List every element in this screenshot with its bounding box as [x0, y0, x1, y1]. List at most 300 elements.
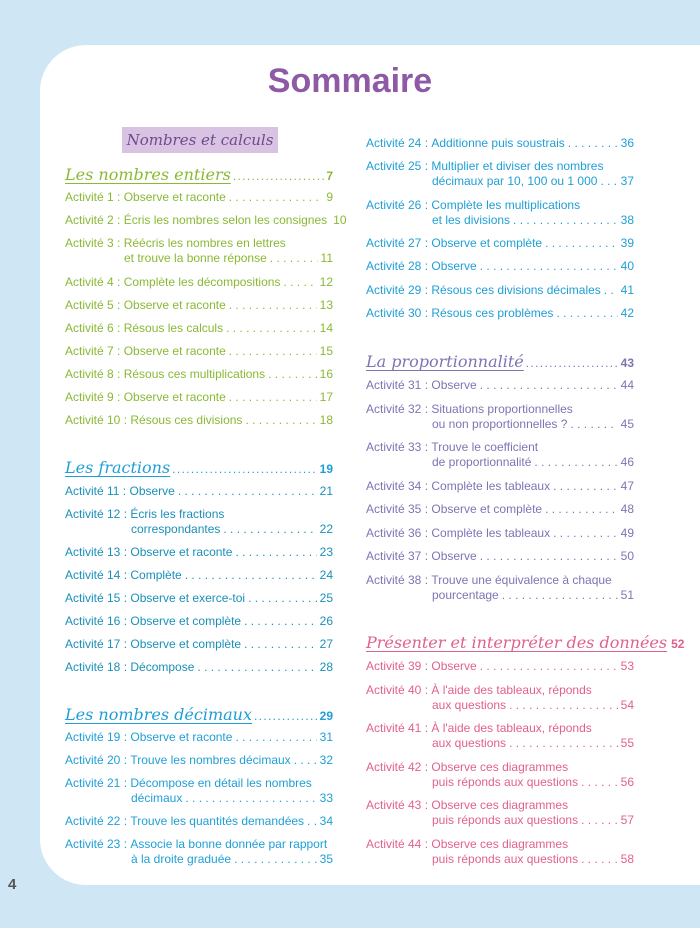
activity-entry[interactable]	[366, 236, 634, 251]
activity-entry[interactable]	[366, 502, 634, 517]
activity-title: À l'aide des tableaux, réponds	[431, 721, 592, 735]
activity-title-cont: décimaux	[131, 791, 183, 805]
activity-page: 11	[320, 251, 333, 265]
activity-line	[65, 236, 333, 251]
activity-page: 58	[620, 852, 634, 866]
activity-line	[65, 484, 333, 499]
activity-title-cont: et trouve la bonne réponse	[124, 251, 267, 265]
activity-title-cont: à la droite graduée	[131, 852, 232, 866]
activity-entry[interactable]	[366, 573, 634, 603]
activity-line	[366, 573, 634, 588]
leader-dots	[581, 775, 618, 790]
activity-label: Activité 4 :	[65, 275, 121, 289]
activity-line	[366, 526, 634, 541]
activity-page: 22	[319, 522, 333, 536]
activity-page: 38	[620, 213, 634, 227]
activity-title-cont: puis réponds aux questions	[432, 775, 579, 789]
activity-label: Activité 33 :	[366, 440, 429, 454]
leader-dots	[268, 367, 317, 382]
leader-dots	[294, 753, 317, 768]
leader-dots	[513, 213, 618, 228]
activity-page: 32	[319, 753, 333, 767]
activity-line	[65, 660, 333, 675]
activity-label: Activité 34 :	[366, 479, 429, 493]
leader-dots	[229, 298, 317, 313]
activity-title: Observe et complète	[431, 236, 543, 250]
activity-line	[366, 549, 634, 564]
activity-line	[65, 390, 333, 405]
activity-page: 35	[319, 852, 333, 866]
activity-line	[366, 798, 634, 813]
activity-label: Activité 40 :	[366, 683, 429, 697]
activity-page: 9	[326, 190, 333, 204]
activity-entry[interactable]	[65, 390, 333, 405]
activity-entry[interactable]	[366, 526, 634, 541]
activity-label: Activité 39 :	[366, 659, 429, 673]
activity-line	[65, 507, 333, 522]
activity-entry[interactable]	[65, 367, 333, 382]
activity-line	[65, 545, 333, 560]
activity-label: Activité 26 :	[366, 198, 429, 212]
activity-title: Multiplier et diviser des nombres	[431, 159, 604, 173]
leader-dots	[480, 259, 618, 274]
activity-title: Observe ces diagrammes	[431, 837, 569, 851]
activity-line	[65, 367, 333, 382]
leader-dots	[185, 791, 316, 806]
activity-page: 45	[620, 417, 634, 431]
activity-page: 46	[620, 455, 634, 469]
leader-dots	[604, 283, 618, 298]
activity-label: Activité 21 :	[65, 776, 128, 790]
activity-entry[interactable]	[366, 798, 634, 828]
activity-label: Activité 11 :	[65, 484, 127, 498]
activity-label: Activité 16 :	[65, 614, 128, 628]
activity-line	[65, 730, 333, 745]
activity-label: Activité 35 :	[366, 502, 429, 516]
activity-title-cont: de proportionnalité	[432, 455, 532, 469]
activity-page: 23	[319, 545, 333, 559]
activity-label: Activité 29 :	[366, 283, 429, 297]
activity-page: 56	[620, 775, 634, 789]
activity-entry[interactable]	[366, 306, 634, 321]
activity-label: Activité 24 :	[366, 136, 429, 150]
activity-line	[366, 588, 634, 603]
activity-entry[interactable]	[366, 259, 634, 274]
activity-entry[interactable]	[366, 440, 634, 470]
activity-entry[interactable]	[65, 753, 333, 768]
activity-title-cont: et les divisions	[432, 213, 511, 227]
activity-entry[interactable]	[366, 549, 634, 564]
activity-line	[366, 440, 634, 455]
activity-line	[366, 378, 634, 393]
activity-page: 13	[319, 298, 333, 312]
activity-label: Activité 22 :	[65, 814, 128, 828]
leader-dots	[534, 455, 617, 470]
activity-line	[65, 413, 333, 428]
activity-entry[interactable]	[366, 837, 634, 867]
activity-label: Activité 38 :	[366, 573, 429, 587]
activity-line	[65, 275, 333, 290]
activity-page: 33	[319, 791, 333, 805]
activity-line	[65, 837, 333, 852]
activity-line	[65, 568, 333, 583]
leader-dots	[245, 413, 316, 428]
activity-line	[366, 837, 634, 852]
leader-dots	[307, 814, 317, 829]
activity-title: Observe et complète	[130, 614, 242, 628]
activity-entry[interactable]	[366, 479, 634, 494]
leader-dots	[556, 306, 617, 321]
leader-dots	[229, 190, 324, 205]
activity-entry[interactable]	[65, 236, 333, 266]
leader-dots	[553, 479, 618, 494]
activity-title: Observe et exerce-toi	[130, 591, 246, 605]
activity-entry[interactable]	[65, 660, 333, 675]
section-heading[interactable]	[366, 352, 634, 370]
activity-entry[interactable]	[366, 378, 634, 393]
activity-entry[interactable]	[65, 344, 333, 359]
activity-line	[366, 402, 634, 417]
section-heading[interactable]	[65, 705, 333, 723]
section-page: 29	[319, 709, 333, 723]
leader-dots	[185, 568, 317, 583]
activity-title: Observe	[431, 259, 477, 273]
leader-dots	[283, 275, 316, 290]
activity-title: Écris les fractions	[130, 507, 225, 521]
activity-entry[interactable]	[65, 275, 333, 290]
section-page: 19	[319, 462, 333, 476]
leader-dots	[197, 660, 316, 675]
activity-page: 17	[319, 390, 333, 404]
activity-line	[65, 591, 333, 606]
activity-label: Activité 25 :	[366, 159, 429, 173]
activity-line	[366, 236, 634, 251]
leader-dots	[229, 390, 317, 405]
activity-label: Activité 23 :	[65, 837, 128, 851]
activity-title: Observe	[129, 484, 175, 498]
activity-label: Activité 32 :	[366, 402, 429, 416]
activity-line	[65, 776, 333, 791]
activity-entry[interactable]	[366, 760, 634, 790]
page-number: 4	[8, 876, 17, 893]
leader-dots	[545, 236, 618, 251]
activity-label: Activité 15 :	[65, 591, 128, 605]
activity-label: Activité 1 :	[65, 190, 121, 204]
leader-dots	[581, 852, 618, 867]
activity-title: Observe	[431, 378, 477, 392]
section-page: 52	[671, 637, 685, 651]
activity-line	[65, 190, 333, 205]
activity-title: Observe et raconte	[123, 190, 226, 204]
activity-entry[interactable]	[65, 837, 333, 867]
activity-entry[interactable]	[65, 507, 333, 537]
activity-title-cont: puis réponds aux questions	[432, 813, 579, 827]
activity-line	[366, 283, 634, 298]
activity-entry[interactable]	[65, 568, 333, 583]
activity-line	[65, 522, 333, 537]
activity-label: Activité 7 :	[65, 344, 121, 358]
leader-dots	[248, 591, 317, 606]
activity-title: Trouve les nombres décimaux	[130, 753, 291, 767]
activity-title-cont: pourcentage	[432, 588, 499, 602]
leader-dots	[545, 502, 618, 517]
activity-entry[interactable]	[366, 683, 634, 713]
activity-line	[366, 736, 634, 751]
activity-page: 41	[620, 283, 634, 297]
activity-line	[366, 479, 634, 494]
section-heading[interactable]	[65, 458, 333, 476]
activity-title: Observe ces diagrammes	[431, 760, 569, 774]
activity-page: 21	[319, 484, 333, 498]
activity-line	[65, 213, 347, 228]
activity-title-cont: décimaux par 10, 100 ou 1 000	[432, 174, 598, 188]
activity-line	[65, 321, 333, 336]
activity-entry[interactable]	[366, 283, 634, 298]
activity-entry[interactable]	[65, 730, 333, 745]
leader-dots	[223, 522, 316, 537]
activity-title-cont: correspondantes	[131, 522, 221, 536]
activity-title: Complète les multiplications	[431, 198, 581, 212]
activity-entry[interactable]	[65, 814, 333, 829]
activity-page: 12	[319, 275, 333, 289]
activity-line	[366, 775, 634, 790]
activity-line	[65, 298, 333, 313]
activity-page: 24	[319, 568, 333, 582]
leader-dots	[172, 462, 317, 476]
activity-page: 57	[620, 813, 634, 827]
activity-line	[65, 344, 333, 359]
activity-entry[interactable]	[366, 402, 634, 432]
activity-page: 51	[620, 588, 634, 602]
activity-title: Résous ces divisions	[130, 413, 243, 427]
leader-dots	[234, 852, 317, 867]
activity-page: 18	[319, 413, 333, 427]
activity-label: Activité 12 :	[65, 507, 128, 521]
leader-dots	[480, 378, 618, 393]
section-page: 7	[326, 169, 333, 183]
activity-entry[interactable]	[65, 213, 347, 228]
leader-dots	[244, 637, 317, 652]
activity-page: 44	[620, 378, 634, 392]
activity-title: Trouve les quantités demandées	[130, 814, 305, 828]
activity-title: Résous ces problèmes	[431, 306, 554, 320]
activity-line	[366, 455, 634, 470]
activity-label: Activité 9 :	[65, 390, 121, 404]
activity-label: Activité 13 :	[65, 545, 128, 559]
section-page: 43	[620, 356, 634, 370]
activity-title: Observe et raconte	[130, 545, 233, 559]
activity-line	[65, 791, 333, 806]
leader-dots	[233, 169, 325, 183]
activity-line	[65, 852, 333, 867]
activity-page: 28	[319, 660, 333, 674]
activity-title: Observe et raconte	[123, 344, 226, 358]
activity-line	[366, 698, 634, 713]
leader-dots	[553, 526, 618, 541]
leader-dots	[526, 356, 619, 370]
activity-entry[interactable]	[65, 545, 333, 560]
activity-title: Résous ces divisions décimales	[431, 283, 601, 297]
activity-entry[interactable]	[65, 776, 333, 806]
activity-title: Trouve le coefficient	[431, 440, 539, 454]
chapter-badge: Nombres et calculs	[122, 127, 278, 153]
activity-title: Trouve une équivalence à chaque	[431, 573, 612, 587]
activity-entry[interactable]	[65, 321, 333, 336]
activity-line	[366, 198, 634, 213]
activity-entry[interactable]	[65, 190, 333, 205]
activity-line	[366, 721, 634, 736]
activity-line	[366, 417, 634, 432]
activity-page: 53	[620, 659, 634, 673]
activity-title: Associe la bonne donnée par rapport	[130, 837, 328, 851]
activity-entry[interactable]	[366, 721, 634, 751]
activity-entry[interactable]	[65, 614, 333, 629]
activity-page: 50	[620, 549, 634, 563]
leader-dots	[581, 813, 618, 828]
activity-page: 27	[319, 637, 333, 651]
section-heading[interactable]	[65, 165, 333, 183]
activity-page: 34	[319, 814, 333, 828]
section-title: Les fractions	[65, 458, 171, 477]
activity-title: Décompose	[130, 660, 195, 674]
section-title: Les nombres entiers	[65, 165, 231, 184]
activity-line	[65, 637, 333, 652]
activity-title: Résous les calculs	[123, 321, 224, 335]
activity-line	[366, 813, 634, 828]
activity-title: Décompose en détail les nombres	[130, 776, 312, 790]
activity-line	[366, 136, 634, 151]
leader-dots	[270, 251, 318, 266]
activity-page: 39	[620, 236, 634, 250]
activity-page: 48	[620, 502, 634, 516]
activity-title-cont: puis réponds aux questions	[432, 852, 579, 866]
activity-entry[interactable]	[366, 136, 634, 151]
activity-label: Activité 37 :	[366, 549, 429, 563]
activity-label: Activité 2 :	[65, 213, 121, 227]
activity-line	[366, 159, 634, 174]
activity-page: 31	[319, 730, 333, 744]
activity-line	[366, 174, 634, 189]
activity-title: Observe et raconte	[123, 390, 226, 404]
activity-page: 26	[319, 614, 333, 628]
leader-dots	[244, 614, 317, 629]
activity-label: Activité 3 :	[65, 236, 121, 250]
activity-label: Activité 30 :	[366, 306, 429, 320]
leader-dots	[570, 417, 617, 432]
activity-label: Activité 8 :	[65, 367, 121, 381]
activity-title: Complète	[130, 568, 182, 582]
activity-line	[366, 306, 634, 321]
activity-line	[65, 251, 333, 266]
leader-dots	[226, 321, 317, 336]
activity-entry[interactable]	[65, 298, 333, 313]
leader-dots	[235, 730, 316, 745]
leader-dots	[568, 136, 618, 151]
activity-line	[65, 753, 333, 768]
section-title: Les nombres décimaux	[65, 705, 252, 724]
activity-entry[interactable]	[366, 159, 634, 189]
activity-title: Observe et raconte	[123, 298, 226, 312]
activity-title: Écris les nombres selon les consignes	[123, 213, 328, 227]
leader-dots	[254, 709, 318, 723]
activity-title-cont: aux questions	[432, 736, 507, 750]
activity-entry[interactable]	[366, 198, 634, 228]
page-title: Sommaire	[267, 62, 433, 100]
activity-title: Observe ces diagrammes	[431, 798, 569, 812]
activity-label: Activité 18 :	[65, 660, 128, 674]
activity-label: Activité 41 :	[366, 721, 429, 735]
section-title: Présenter et interpréter des données	[366, 633, 668, 652]
activity-label: Activité 5 :	[65, 298, 121, 312]
activity-page: 49	[620, 526, 634, 540]
activity-line	[366, 213, 634, 228]
activity-label: Activité 43 :	[366, 798, 429, 812]
activity-page: 47	[620, 479, 634, 493]
leader-dots	[502, 588, 618, 603]
activity-title: Observe et complète	[431, 502, 543, 516]
activity-line	[366, 852, 634, 867]
leader-dots	[509, 736, 618, 751]
activity-page: 25	[319, 591, 333, 605]
leader-dots	[235, 545, 316, 560]
activity-label: Activité 6 :	[65, 321, 121, 335]
activity-label: Activité 10 :	[65, 413, 128, 427]
activity-label: Activité 14 :	[65, 568, 128, 582]
activity-entry[interactable]	[65, 591, 333, 606]
activity-title: Complète les tableaux	[431, 526, 551, 540]
activity-label: Activité 28 :	[366, 259, 429, 273]
activity-page: 55	[620, 736, 634, 750]
activity-title: Résous ces multiplications	[123, 367, 266, 381]
activity-line	[65, 614, 333, 629]
activity-line	[366, 659, 634, 674]
activity-label: Activité 27 :	[366, 236, 429, 250]
activity-page: 10	[333, 213, 347, 227]
activity-page: 54	[620, 698, 634, 712]
activity-title: Situations proportionnelles	[431, 402, 573, 416]
activity-page: 42	[620, 306, 634, 320]
activity-page: 15	[319, 344, 333, 358]
activity-title-cont: aux questions	[432, 698, 507, 712]
activity-entry[interactable]	[65, 484, 333, 499]
activity-label: Activité 36 :	[366, 526, 429, 540]
leader-dots	[178, 484, 317, 499]
leader-dots	[509, 698, 618, 713]
activity-entry[interactable]	[65, 413, 333, 428]
activity-entry[interactable]	[366, 659, 634, 674]
activity-page: 37	[620, 174, 634, 188]
leader-dots	[480, 549, 618, 564]
activity-label: Activité 19 :	[65, 730, 128, 744]
leader-dots	[229, 344, 317, 359]
activity-line	[366, 502, 634, 517]
activity-title: Complète les décompositions	[123, 275, 281, 289]
leader-dots	[600, 174, 617, 189]
activity-title: Observe	[431, 659, 477, 673]
activity-page: 16	[319, 367, 333, 381]
activity-entry[interactable]	[65, 637, 333, 652]
activity-page: 36	[620, 136, 634, 150]
activity-label: Activité 20 :	[65, 753, 128, 767]
section-heading[interactable]	[366, 633, 685, 652]
activity-label: Activité 17 :	[65, 637, 128, 651]
activity-page: 14	[319, 321, 333, 335]
activity-label: Activité 44 :	[366, 837, 429, 851]
activity-title: À l'aide des tableaux, réponds	[431, 683, 592, 697]
activity-title: Observe et raconte	[130, 730, 233, 744]
activity-title: Observe	[431, 549, 477, 563]
activity-line	[65, 814, 333, 829]
